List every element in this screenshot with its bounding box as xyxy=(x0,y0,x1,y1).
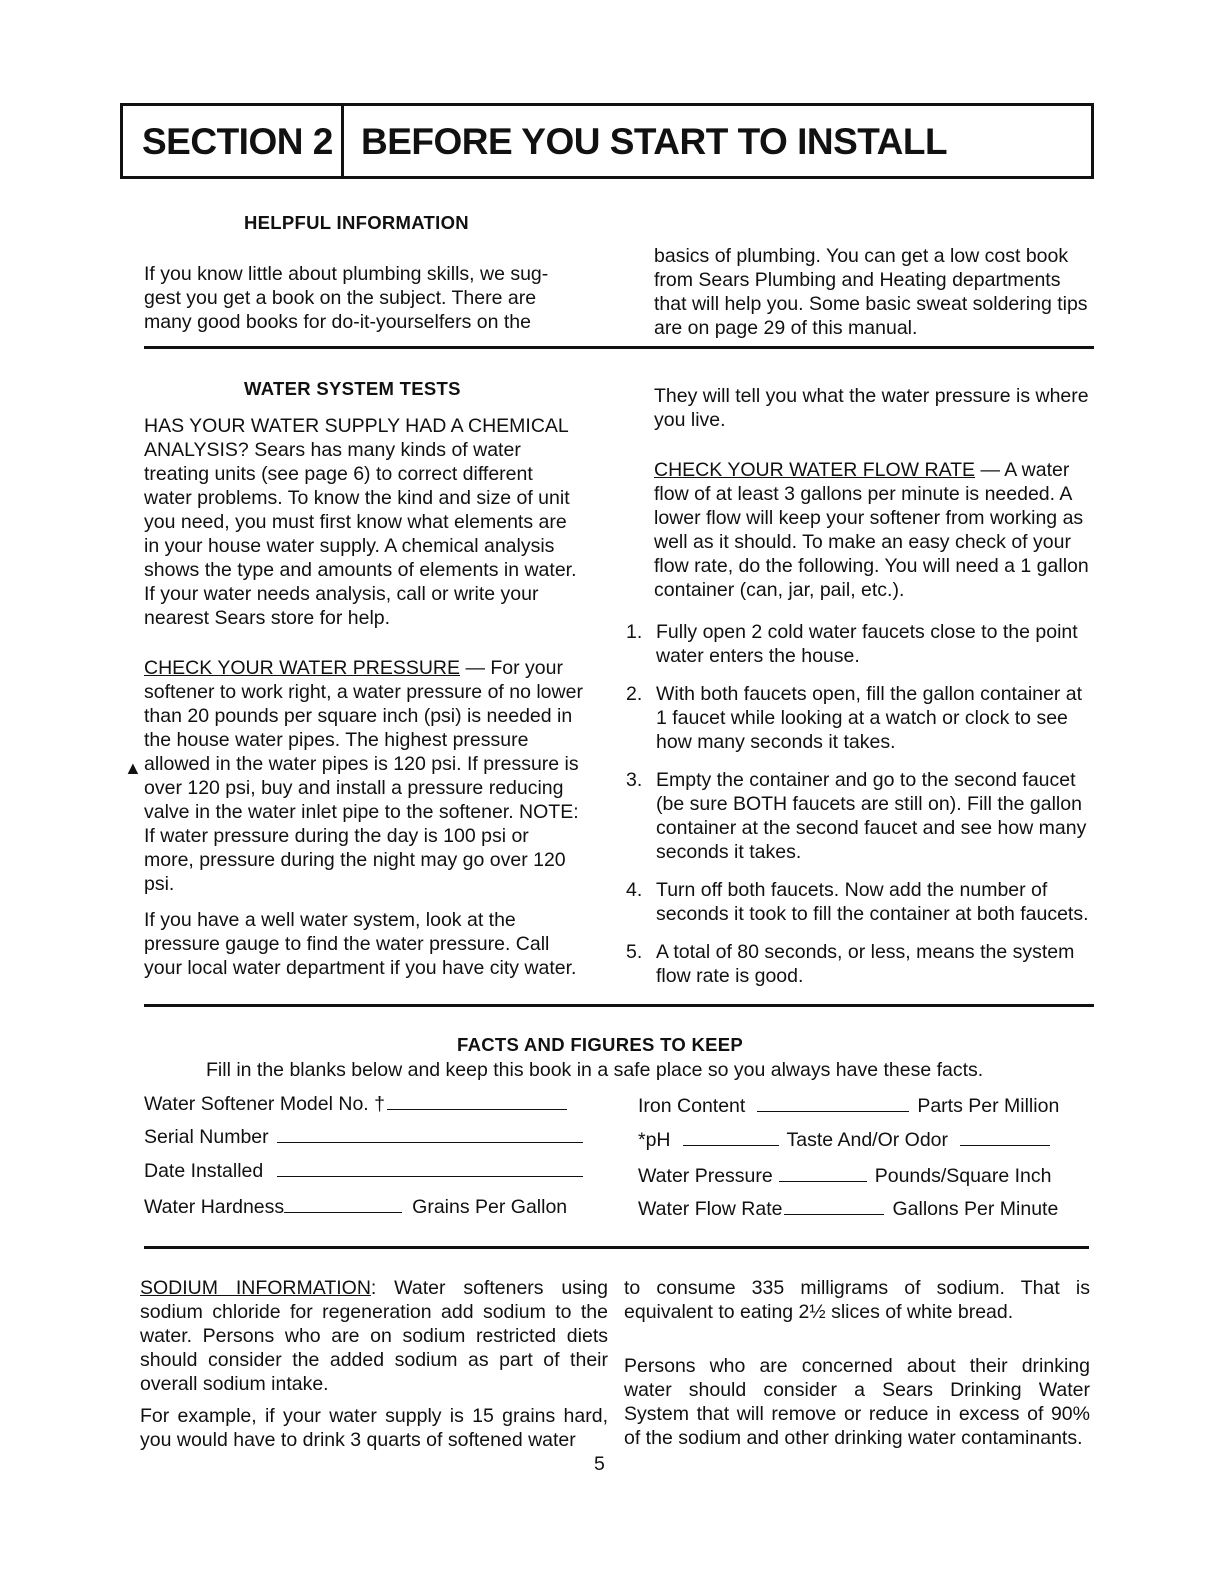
list-item: 1. Fully open 2 cold water faucets close to the point water enters the house. xyxy=(626,621,1078,667)
model-number-field: Water Softener Model No. † xyxy=(144,1092,567,1116)
water-flow-rate-field: Water Flow Rate Gallons Per Minute xyxy=(638,1198,1059,1220)
sodium-text: : Water softeners using sodium chloride for regeneration add sodium to the water. Persons who are on sodium restricted diets should consider the added sodium as part of their overall sodium intake. xyxy=(140,1277,608,1395)
page-number: 5 xyxy=(594,1453,605,1475)
sodium-paragraph xyxy=(140,1276,608,1396)
iron-content-field: Iron Content Parts Per Million xyxy=(638,1095,1060,1117)
sodium-title: SODIUM INFORMATION xyxy=(140,1277,371,1299)
flow-rate-title: CHECK YOUR WATER FLOW RATE xyxy=(654,459,976,481)
taste-odor-blank[interactable] xyxy=(960,1129,1050,1146)
water-system-tests-heading: WATER SYSTEM TESTS xyxy=(244,378,461,399)
ph-blank[interactable] xyxy=(683,1129,779,1146)
water-pressure-title: CHECK YOUR WATER PRESSURE xyxy=(144,657,461,679)
margin-marker-icon: ▲ xyxy=(124,758,142,778)
water-hardness-blank[interactable] xyxy=(284,1196,402,1213)
helpful-right-line: basics of plumbing. You can get a low cost book xyxy=(654,245,1069,267)
water-tests-left-column xyxy=(144,414,584,980)
sodium-right-paragraph-2: Persons who are concerned about their drinking water should consider a Sears Drinking Water System that will remove or reduce in excess of 90% of the sodium and other drinking water contaminants. xyxy=(624,1355,1090,1449)
water-tests-right-column xyxy=(654,384,1094,602)
helpful-information-heading: HELPFUL INFORMATION xyxy=(244,212,469,233)
helpful-left-text xyxy=(144,262,594,334)
section-number: SECTION 2 xyxy=(142,121,333,162)
date-installed-blank[interactable] xyxy=(277,1160,583,1177)
facts-heading: FACTS AND FIGURES TO KEEP xyxy=(457,1034,744,1055)
pressure-info-paragraph: They will tell you what the water pressure is where you live. xyxy=(654,385,1089,431)
water-pressure-blank[interactable] xyxy=(779,1165,867,1182)
flow-rate-paragraph xyxy=(654,458,1094,602)
chemical-analysis-paragraph: HAS YOUR WATER SUPPLY HAD A CHEMICAL ANALYSIS? Sears has many kinds of water treating units (see page 6) to correct different water problems. To know the kind and size of unit you need, you must first know what elements are in your house water supply. A chemical analysis shows the type and amounts of elements in water. If your water needs analysis, call or write your nearest Sears store for help. xyxy=(144,415,577,629)
list-item: 3. Empty the container and go to the second faucet (be sure BOTH faucets are still on). Fill the gallon container at the second faucet and see how many seconds it takes. xyxy=(626,769,1087,863)
water-flow-rate-blank[interactable] xyxy=(784,1198,884,1215)
water-pressure-text: — For your softener to work right, a water pressure of no lower than 20 pounds per square inch (psi) is needed in the house water pipes. The highest pressure allowed in the water pipes is 120 psi. If pressure is over 120 psi, buy and install a pressure reducing valve in the water inlet pipe to the softener. NOTE: If water pressure during the day is 100 psi or more, pressure during the night may go over 120 psi. xyxy=(144,657,583,895)
divider-rule xyxy=(144,1246,1089,1249)
list-item: 4. Turn off both faucets. Now add the number of seconds it took to fill the container at both faucets. xyxy=(626,879,1089,925)
section-title: BEFORE YOU START TO INSTALL xyxy=(361,121,948,162)
water-hardness-field: Water Hardness Grains Per Gallon xyxy=(144,1196,568,1218)
sodium-right-column xyxy=(624,1276,1090,1450)
helpful-left-line: gest you get a book on the subject. There are xyxy=(144,287,537,309)
list-item: 2. With both faucets open, fill the gallon container at 1 faucet while looking at a watch or clock to see how many seconds it takes. xyxy=(626,683,1083,753)
facts-subheading: Fill in the blanks below and keep this book in a safe place so you always have these facts. xyxy=(206,1059,984,1081)
helpful-left-line: many good books for do-it-yourselfers on the xyxy=(144,311,531,333)
serial-number-blank[interactable] xyxy=(277,1126,583,1143)
sodium-example-paragraph: For example, if your water supply is 15 grains hard, you would have to drink 3 quarts of softened water xyxy=(140,1405,608,1451)
section-header-divider xyxy=(341,103,344,179)
well-water-paragraph: If you have a well water system, look at the pressure gauge to find the water pressure. Call your local water department if you have city water. xyxy=(144,909,577,979)
ph-taste-field: *pH Taste And/Or Odor xyxy=(638,1128,1050,1152)
model-number-blank[interactable] xyxy=(387,1093,567,1110)
water-pressure-field: Water Pressure Pounds/Square Inch xyxy=(638,1165,1052,1187)
list-item: 5. A total of 80 seconds, or less, means the system flow rate is good. xyxy=(626,941,1075,987)
helpful-right-line: that will help you. Some basic sweat soldering tips xyxy=(654,293,1088,315)
helpful-left-line: If you know little about plumbing skills, we sug- xyxy=(144,263,549,285)
sodium-right-paragraph-1: to consume 335 milligrams of sodium. That is equivalent to eating 2½ slices of white bread. xyxy=(624,1277,1090,1323)
helpful-right-text xyxy=(654,244,1094,340)
divider-rule xyxy=(144,1004,1094,1007)
flow-rate-text: — A water flow of at least 3 gallons per minute is needed. A lower flow will keep your softener from working as well as it should. To make an easy check of your flow rate, do the following. You will need a 1 gallon container (can, jar, pail, etc.). xyxy=(654,459,1089,601)
flow-rate-steps xyxy=(626,620,1094,988)
serial-number-field: Serial Number xyxy=(144,1125,583,1149)
divider-rule xyxy=(144,346,1094,349)
helpful-right-line: from Sears Plumbing and Heating departments xyxy=(654,269,1061,291)
iron-content-blank[interactable] xyxy=(757,1095,909,1112)
water-pressure-paragraph xyxy=(144,656,584,896)
date-installed-field: Date Installed xyxy=(144,1159,583,1183)
helpful-right-line: are on page 29 of this manual. xyxy=(654,317,918,339)
sodium-left-column xyxy=(140,1276,608,1452)
